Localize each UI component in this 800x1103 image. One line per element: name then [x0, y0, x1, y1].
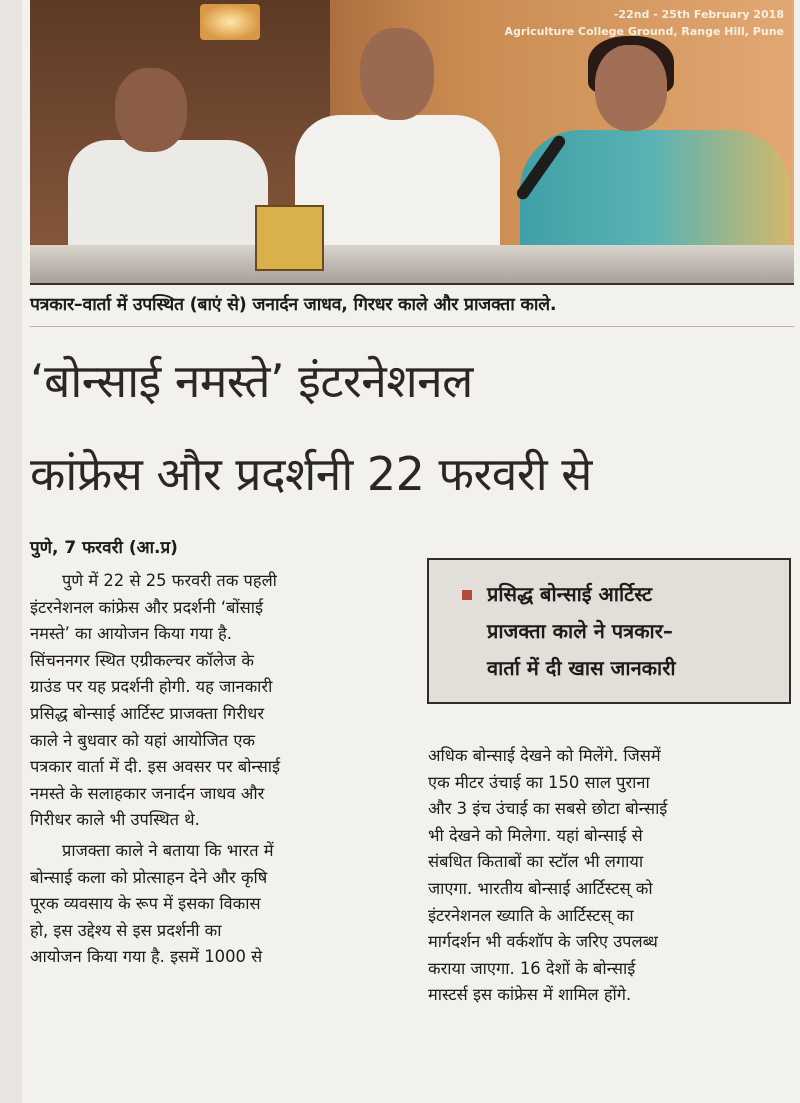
text-line: पूरक व्यवसाय के रूप में इसका विकास — [30, 894, 261, 914]
text-line: कराया जाएगा. 16 देशों के बोन्साई — [428, 958, 636, 978]
highlight-line: वार्ता में दी खास जानकारी — [487, 656, 676, 680]
text-line: इंटरनेशनल ख्याति के आर्टिस्टस् का — [428, 905, 634, 925]
books-on-table — [255, 205, 324, 271]
text-line: मास्टर्स इस कांफ्रेस में शामिल होंगे. — [428, 985, 632, 1005]
text-line: एक मीटर उंचाई का 150 साल पुराना — [428, 772, 650, 792]
text-line: संबधित किताबों का स्टॉल भी लगाया — [428, 852, 644, 872]
text-line: पुणे में 22 से 25 फरवरी तक पहली — [62, 571, 277, 590]
text-line: प्राजक्ता काले ने बताया कि भारत में — [62, 840, 274, 860]
highlight-box — [427, 558, 791, 704]
text-line: आयोजन किया गया है. इसमें 1000 से — [30, 947, 263, 967]
dateline: पुणे, 7 फरवरी (आ.प्र) — [30, 538, 178, 558]
banner-dates: -22nd - 25th February 2018 — [613, 8, 784, 21]
press-conference-photo — [30, 0, 794, 285]
text-line: भी देखने को मिलेगा. यहां बोन्साई से — [428, 825, 643, 845]
highlight-line: प्राजक्ता काले ने पत्रकार– — [487, 619, 673, 643]
article-left-column — [30, 568, 398, 971]
text-line: इंटरनेशनल कांफ्रेस और प्रदर्शनी ‘बोंसाई — [30, 597, 264, 617]
text-line: नमस्ते’ का आयोजन किया गया है. — [30, 624, 232, 644]
headline-line-1: ‘बोन्साई नमस्ते’ इंटरनेशनल — [30, 354, 473, 408]
text-line: नमस्ते के सलाहकार जनार्दन जाधव और — [30, 783, 265, 803]
text-line: और 3 इंच उंचाई का सबसे छोटा बोन्साई — [428, 799, 668, 819]
divider — [30, 326, 794, 327]
text-line: पत्रकार वार्ता में दी. इस अवसर पर बोन्साई — [30, 757, 281, 777]
event-banner — [505, 6, 784, 40]
text-line: मार्गदर्शन भी वर्कशॉप के जरिए उपलब्ध — [428, 932, 658, 952]
lamp — [200, 4, 260, 40]
text-line: ग्राउंड पर यह प्रदर्शनी होगी. यह जानकारी — [30, 677, 273, 697]
photo-caption: पत्रकार–वार्ता में उपस्थित (बाएं से) जनार्दन जाधव, गिरधर काले और प्राजक्ता काले. — [30, 295, 557, 315]
text-line: काले ने बुधवार को यहां आयोजित एक — [30, 730, 255, 750]
text-line: सिंचननगर स्थित एग्रीकल्चर कॉलेज के — [30, 650, 254, 670]
text-line: हो, इस उद्देश्य से इस प्रदर्शनी का — [30, 920, 222, 940]
text-line: अधिक बोन्साई देखने को मिलेंगे. जिसमें — [428, 746, 661, 765]
highlight-line: प्रसिद्ध बोन्साई आर्टिस्ट — [487, 582, 653, 606]
bullet-square-icon — [462, 590, 472, 600]
conference-table — [30, 245, 794, 283]
text-line: गिरीधर काले भी उपस्थित थे. — [30, 810, 200, 830]
headline-line-2: कांफ्रेस और प्रदर्शनी 22 फरवरी से — [30, 447, 592, 501]
text-line: जाएगा. भारतीय बोन्साई आर्टिस्टस् को — [428, 878, 653, 898]
text-line: बोन्साई कला को प्रोत्साहन देने और कृषि — [30, 867, 268, 887]
text-line: प्रसिद्ध बोन्साई आर्टिस्ट प्राजक्ता गिरीधर — [30, 703, 265, 723]
article-right-column — [428, 743, 796, 1009]
banner-place: Agriculture College Ground, Range Hill, Pune — [504, 25, 784, 38]
